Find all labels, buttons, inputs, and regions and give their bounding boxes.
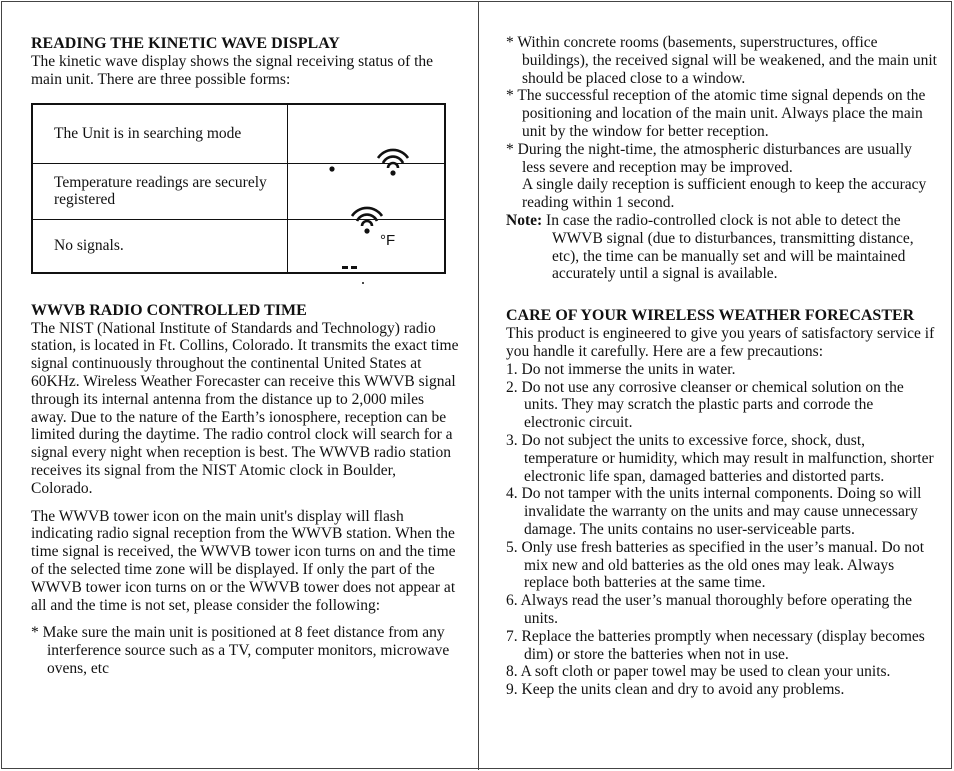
left-column [31, 35, 459, 678]
signal-wave-icon [288, 163, 446, 219]
care-list [506, 361, 938, 699]
table-row [32, 163, 445, 219]
kinetic-wave-heading: READING THE KINETIC WAVE DISPLAY [31, 35, 340, 52]
bullet-item: * Make sure the main unit is positioned at 8 feet distance from any interference source such as a TV, computer monitors, microwave ovens, etc [31, 624, 450, 677]
list-item: 6. Always read the user’s manual thoroughly before operating the units. [506, 592, 913, 627]
no-signal-icon [288, 219, 446, 273]
signal-status-table [31, 103, 446, 274]
list-item: 3. Do not subject the units to excessive force, shock, dust, temperature or humidity, which may result in malfunction, shorter electronic life span, damaged batteries and distorted parts. [506, 431, 934, 485]
bullet-item: * The successful reception of the atomic time signal depends on the positioning and location of the main unit. Always place the main unit by the window for better reception. [506, 87, 926, 140]
note-paragraph [506, 212, 938, 283]
bullet-item: * Within concrete rooms (basements, superstructures, office buildings), the received signal will be weakened, and the main unit should be placed close to a window. [506, 34, 937, 87]
table-row [32, 219, 445, 273]
table-row [32, 104, 445, 164]
row-label: The Unit is in searching mode [32, 104, 288, 164]
care-heading: CARE OF YOUR WIRELESS WEATHER FORECASTER [506, 307, 915, 325]
note-label: Note: [506, 211, 543, 229]
temperature-unit: °F [380, 231, 396, 249]
column-divider [478, 1, 479, 770]
care-intro: This product is engineered to give you years of satisfactory service if you handle it carefully. Here are a few precautions: [506, 325, 935, 360]
wwvb-paragraph-2: The WWVB tower icon on the main unit's display will flash indicating radio signal reception from the WWVB station. When the time signal is received, the WWVB tower icon turns on and the time of the selected time zone will be displayed. If only the part of the WWVB tower icon turns on or the WWVB tower does not appear at all and the time is not set, please consider the following: [31, 507, 456, 614]
list-item: 1. Do not immerse the units in water. [506, 360, 736, 378]
list-item: 4. Do not tamper with the units internal components. Doing so will invalidate the warranty on the units and may cause unnecessary damage. The units contains no user-serviceable parts. [506, 485, 922, 538]
row-label: No signals. [32, 219, 288, 273]
wwvb-paragraph-1: The NIST (National Institute of Standards and Technology) radio station, is located in Ft. Collins, Colorado. It transmits the exact time signal continuously throughout the continental United States at 60KHz. Wireless Weather Forecaster can receive this WWVB signal through its internal antenna from the distance up to 2,000 miles away. Due to the nature of the Earth’s ionosphere, reception can be limited during the daytime. The radio control clock will search for a signal every night when reception is best. The WWVB radio station receives its signal from the NIST Atomic clock in Boulder, Colorado. [31, 319, 459, 497]
list-item: 2. Do not use any corrosive cleanser or chemical solution on the units. They may scratch the plastic parts and corrode the electronic circuit. [506, 378, 904, 432]
wwvb-heading: WWVB RADIO CONTROLLED TIME [31, 301, 307, 319]
row-label: Temperature readings are securely registered [32, 163, 288, 219]
list-item: 5. Only use fresh batteries as specified in the user’s manual. Do not mix new and old batteries as the old ones may leak. Always replace both batteries at the same time. [506, 538, 925, 592]
note-text: In case the radio-controlled clock is not able to detect the WWVB signal (due to disturbances, transmitting distance, etc), the time can be manually set and will be maintained accurately until a signal is available. [542, 211, 914, 283]
bullet-continuation: A single daily reception is sufficient enough to keep the accuracy reading within 1 second. [522, 176, 927, 212]
kinetic-wave-intro: The kinetic wave display shows the signal receiving status of the main unit. There are three possible forms: [31, 53, 434, 88]
bullet-item: * During the night-time, the atmospheric disturbances are usually less severe and reception may be improved. [506, 140, 912, 176]
list-item: 9. Keep the units clean and dry to avoid any problems. [506, 681, 845, 699]
list-item: 7. Replace the batteries promptly when necessary (display becomes dim) or store the batteries when not in use. [506, 627, 925, 663]
right-column [506, 34, 938, 699]
list-item: 8. A soft cloth or paper towel may be used to clean your units. [506, 663, 891, 681]
signal-searching-icon [288, 104, 446, 164]
